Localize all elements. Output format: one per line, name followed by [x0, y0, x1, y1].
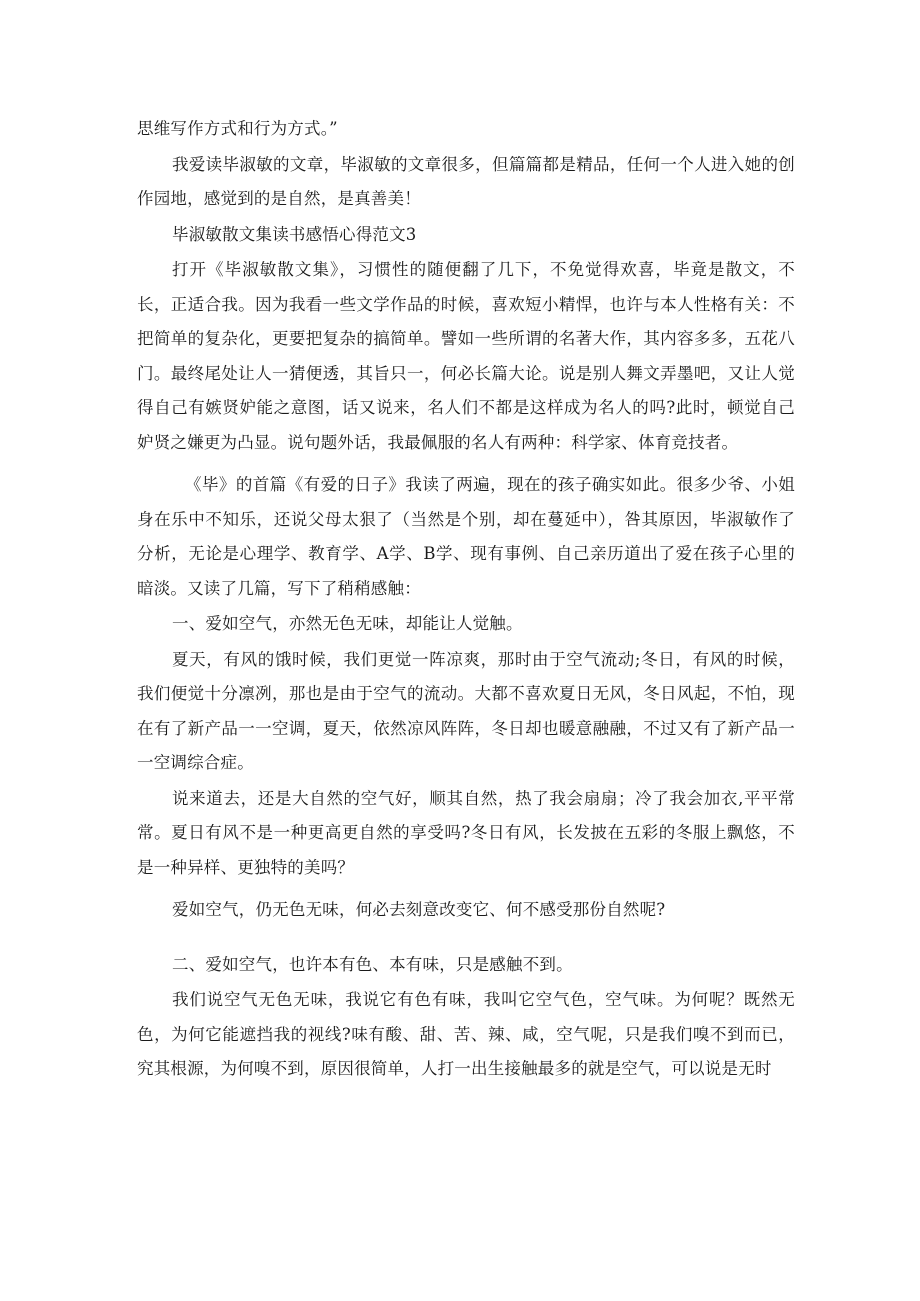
document-page [137, 112, 795, 1087]
subheading-one: 一、爱如空气，亦然无色无味，却能让人觉触。 [172, 614, 523, 633]
paragraph-opening-book: 打开《毕淑敏散文集》，习惯性的随便翻了几下，不免觉得欢喜，毕竟是散文，不长，正适合我。因为我看一些文学作品的时候，喜欢短小精悍，也许与本人性格有关：不把简单的复杂化，更要把复杂的搞简单。譬如一些所谓的名著大作，其内容多多，五花八门。最终尾处让人一猜便透，其旨只一，何必长篇大论。说是别人舞文弄墨吧，又让人觉得自己有嫉贤妒能之意图，话又说来，名人们不都是这样成为名人的吗?此时，顿觉自己妒贤之嫌更为凸显。说句题外话，我最佩服的名人有两种：科学家、体育竞技者。 [137, 260, 795, 452]
paragraph-summer-wind: 夏天，有风的饿时候，我们更觉一阵凉爽，那时由于空气流动;冬日，有风的时候，我们便觉十分凛冽，那也是由于空气的流动。大都不喜欢夏日无风，冬日风起，不怕，现在有了新产品一一空调，夏天，依然凉风阵阵，冬日却也暖意融融，不过又有了新产品一一空调综合症。 [137, 649, 795, 772]
paragraph-first-essay: 《毕》的首篇《有爱的日子》我读了两遍，现在的孩子确实如此。很多少爷、小姐身在乐中不知乐，还说父母太狠了（当然是个别，却在蔓延中），咎其原因，毕淑敏作了分析，无论是心理学、教育学、A学、B学、现有事例、自己亲历道出了爱在孩子心里的暗淡。又读了几篇，写下了稍稍感触： [137, 475, 795, 598]
paragraph-nature-air: 说来道去，还是大自然的空气好，顺其自然，热了我会扇扇；冷了我会加衣,平平常常。夏日有风不是一种更高更自然的享受吗?冬日有风，长发披在五彩的冬服上飘悠，不是一种异样、更独特的美吗？ [137, 788, 795, 877]
paragraph-air-color: 我们说空气无色无味，我说它有色有味，我叫它空气色，空气味。为何呢？既然无色，为何它能遮挡我的视线?味有酸、甜、苦、辣、咸，空气呢，只是我们嗅不到而已，究其根源，为何嗅不到，原因很简单，人打一出生接触最多的就是空气，可以说是无时 [137, 990, 795, 1078]
paragraph-closing-quote: 思维写作方式和行为方式。” [137, 119, 338, 138]
subheading-two: 二、爱如空气，也许本有色、本有味，只是感触不到。 [172, 954, 573, 974]
paragraph-love-like-air: 爱如空气，仍无色无味，何必去刻意改变它、何不感受那份自然呢? [172, 900, 666, 919]
paragraph-love-reading: 我爱读毕淑敏的文章，毕淑敏的文章很多，但篇篇都是精品，任何一个人进入她的创作园地，感觉到的是自然，是真善美！ [137, 154, 795, 208]
section-title: 毕淑敏散文集读书感悟心得范文3 [172, 224, 417, 244]
